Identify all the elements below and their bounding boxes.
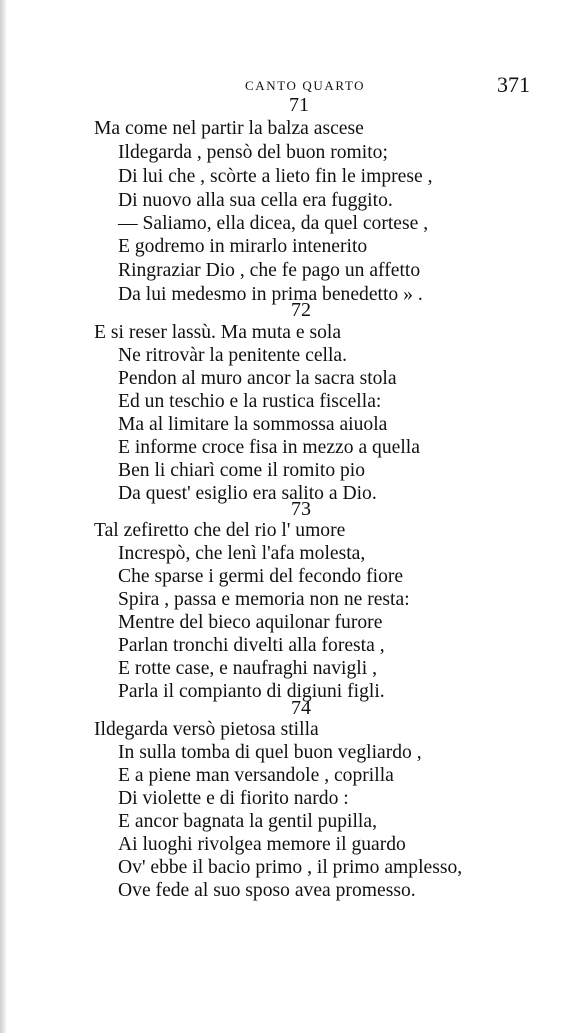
verse-line: Di violette e di fiorito nardo : <box>118 788 349 809</box>
stanza-number: 74 <box>291 697 311 719</box>
verse-line: — Saliamo, ella dicea, da quel cortese , <box>118 213 429 234</box>
running-head: CANTO QUARTO <box>245 78 366 93</box>
stanza-number: 73 <box>291 498 311 520</box>
verse-line: E godremo in mirarlo intenerito <box>118 236 368 257</box>
verse-line: In sulla tomba di quel buon vegliardo , <box>118 742 422 763</box>
verse-line: E a piene man versandole , coprilla <box>118 765 394 786</box>
verse-line: Ove fede al suo sposo avea promesso. <box>118 880 416 901</box>
verse-line: Tal zefiretto che del rio l' umore <box>94 520 346 541</box>
verse-line: Ed un teschio e la rustica fiscella: <box>118 391 382 412</box>
stanza-number: 72 <box>291 299 311 321</box>
verse-line: Ma al limitare la sommossa aiuola <box>118 414 388 435</box>
verse-line: Da quest' esiglio era salito a Dio. <box>118 483 377 504</box>
verse-line: Parlan tronchi divelti alla foresta , <box>118 635 385 656</box>
verse-line: Ai luoghi rivolgea memore il guardo <box>118 834 406 855</box>
verse-line: Parla il compianto di digiuni figli. <box>118 681 385 702</box>
verse-line: Ringraziar Dio , che fe pago un affetto <box>118 260 421 281</box>
verse-line: E ancor bagnata la gentil pupilla, <box>118 811 377 832</box>
verse-line: Che sparse i germi del fecondo fiore <box>118 566 404 587</box>
verse-line: Spira , passa e memoria non ne resta: <box>118 589 410 610</box>
page-gutter-shadow <box>0 0 6 1033</box>
verse-line: Ildegarda versò pietosa stilla <box>94 719 319 740</box>
verse-line: Ildegarda , pensò del buon romito; <box>118 142 388 163</box>
verse-line: Di lui che , scòrte a lieto fin le imprese , <box>118 166 433 187</box>
verse-line: Da lui medesmo in prima benedetto » . <box>118 284 423 305</box>
verse-line: Pendon al muro ancor la sacra stola <box>118 368 397 389</box>
page-number: 371 <box>497 72 530 97</box>
verse-line: Ben li chiarì come il romito pio <box>118 460 366 481</box>
verse-line: Ne ritrovàr la penitente cella. <box>118 345 348 366</box>
verse-line: Mentre del bieco aquilonar furore <box>118 612 383 633</box>
verse-line: E si reser lassù. Ma muta e sola <box>94 322 342 343</box>
verse-line: E informe croce fisa in mezzo a quella <box>118 437 420 458</box>
verse-line: Increspò, che lenì l'afa molesta, <box>118 543 366 564</box>
verse-line: Di nuovo alla sua cella era fuggito. <box>118 190 393 211</box>
verse-line: Ma come nel partir la balza ascese <box>94 118 364 139</box>
verse-line: E rotte case, e naufraghi navigli , <box>118 658 377 679</box>
stanza-number: 71 <box>289 94 309 116</box>
verse-line: Ov' ebbe il bacio primo , il primo amplesso, <box>118 857 463 878</box>
